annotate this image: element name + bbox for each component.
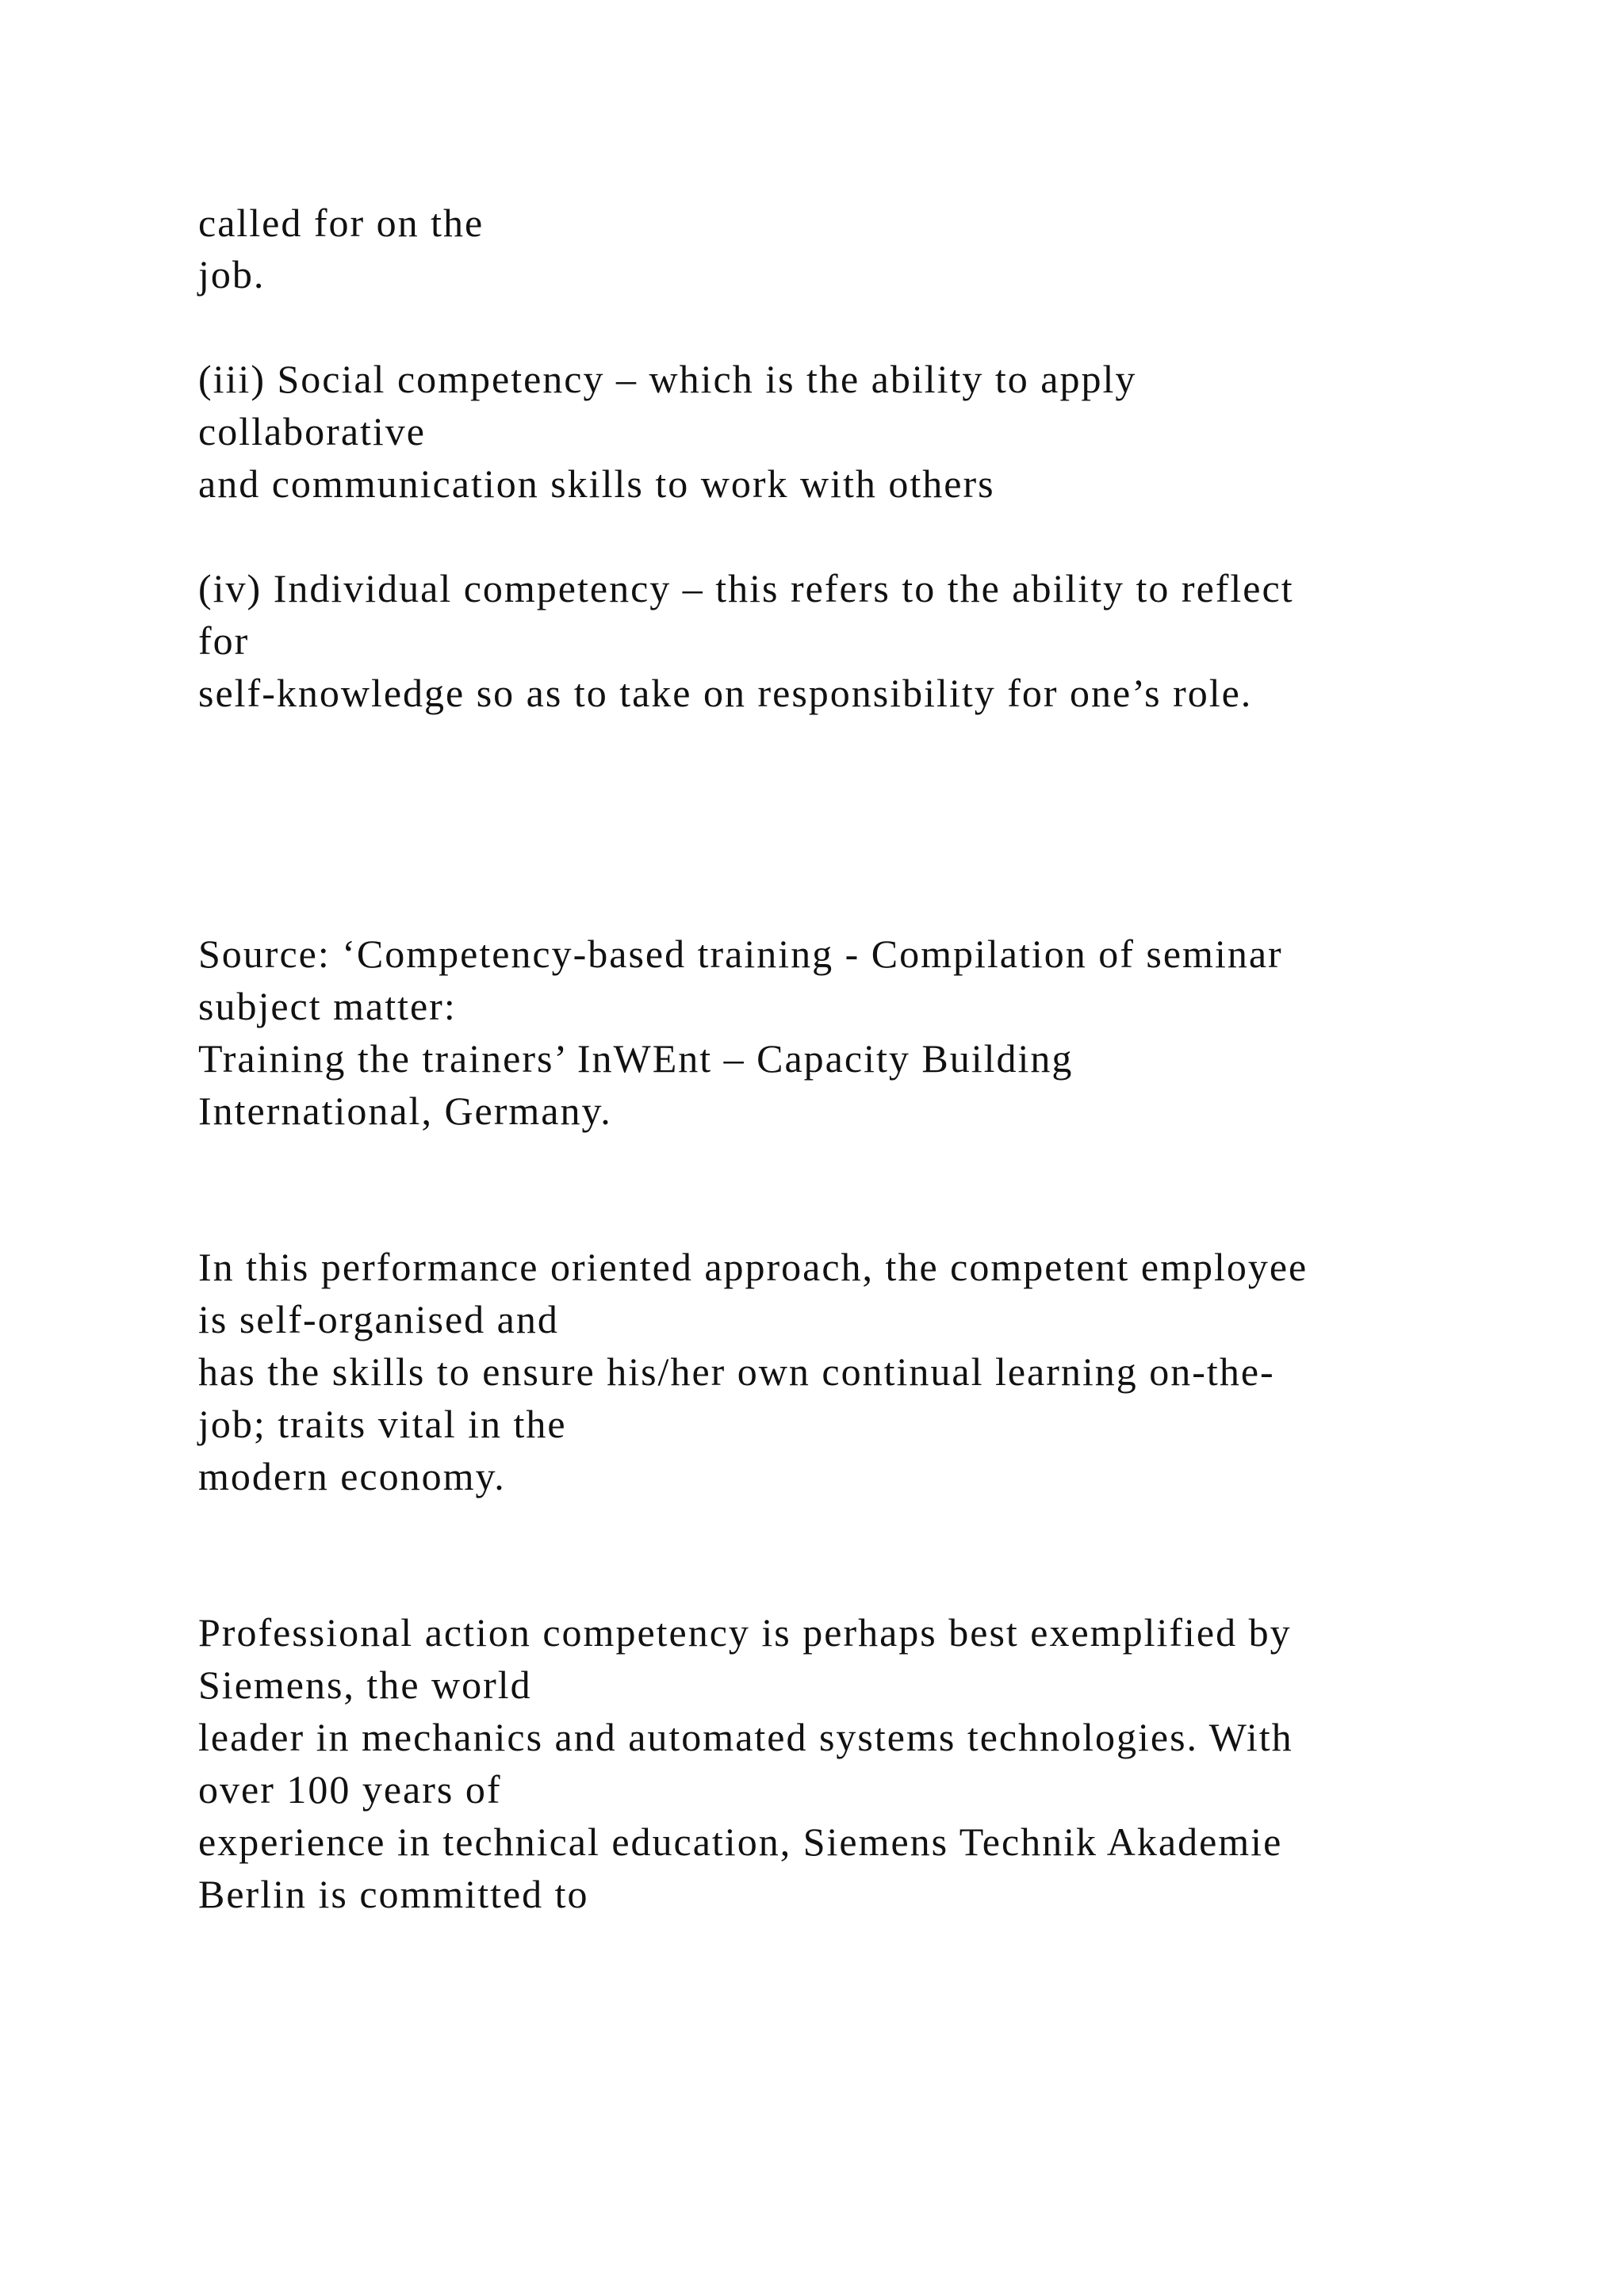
text-line: (iv) Individual competency – this refers to the ability to reflect (198, 566, 1294, 610)
text-line: is self-organised and (198, 1297, 559, 1341)
text-line: Berlin is committed to (198, 1872, 589, 1916)
text-line: Siemens, the world (198, 1663, 532, 1707)
text-line: for (198, 618, 250, 663)
text-line: International, Germany. (198, 1089, 612, 1133)
text-line: over 100 years of (198, 1767, 502, 1812)
text-line: (iii) Social competency – which is the ability to apply (198, 357, 1137, 401)
text-line: Training the trainers’ InWEnt – Capacity Building (198, 1036, 1074, 1081)
text-line: self-knowledge so as to take on responsibility for one’s role. (198, 671, 1253, 715)
text-line: and communication skills to work with others (198, 461, 995, 506)
text-line: job. (198, 252, 266, 297)
text-line: In this performance oriented approach, the competent employee (198, 1245, 1308, 1289)
text-line: Professional action competency is perhaps best exemplified by (198, 1610, 1292, 1655)
text-line: Source: ‘Competency-based training - Compilation of seminar (198, 932, 1283, 976)
text-line: job; traits vital in the (198, 1402, 567, 1446)
text-line: collaborative (198, 409, 426, 453)
text-line: leader in mechanics and automated systems technologies. With (198, 1715, 1293, 1759)
text-line: has the skills to ensure his/her own continual learning on-the- (198, 1349, 1275, 1394)
text-line: called for on the (198, 201, 485, 245)
text-line: experience in technical education, Siemens Technik Akademie (198, 1820, 1283, 1864)
text-line: subject matter: (198, 984, 457, 1028)
text-line: modern economy. (198, 1454, 506, 1498)
